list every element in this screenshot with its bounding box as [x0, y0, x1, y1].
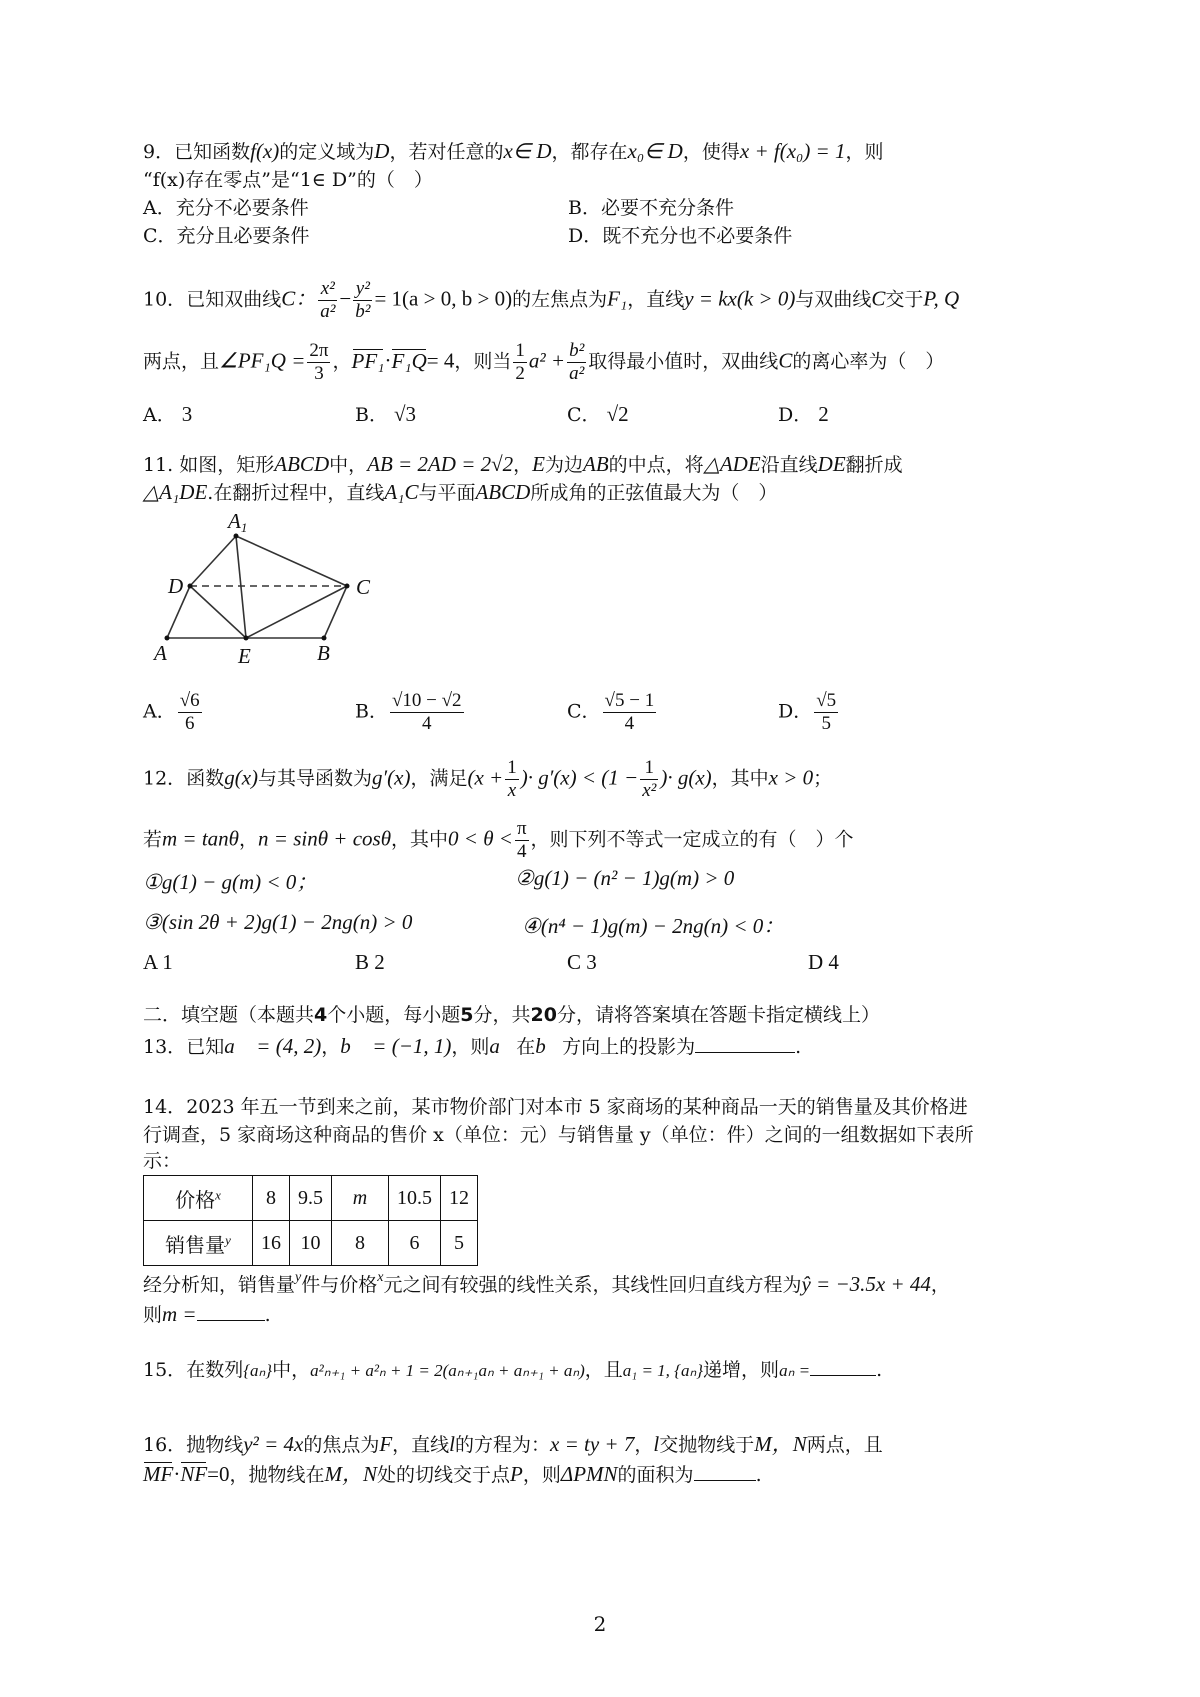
fraction — [814, 690, 838, 735]
math: ∠PF₁Q = — [219, 348, 306, 373]
vector: NF — [180, 1462, 208, 1486]
vector: PF₁ — [351, 348, 385, 373]
math: b⃗ — [535, 1034, 563, 1058]
q10-option-d — [778, 400, 829, 427]
q10-option-c — [567, 400, 629, 427]
math: F — [379, 1432, 393, 1456]
math: y = kx(k > 0) — [684, 286, 796, 311]
math: a² + — [528, 348, 566, 373]
answer-blank[interactable] — [197, 1302, 265, 1321]
edge-BC — [324, 586, 347, 638]
q12-statement-2: ②g(1) − (n² − 1)g(m) > 0 — [515, 866, 735, 890]
text: ， — [332, 350, 352, 373]
denominator: 4 — [624, 713, 635, 734]
folded-rectangle-figure — [140, 510, 410, 670]
numerator: √5 − 1 — [604, 690, 655, 711]
text: 处的切线交于点 — [377, 1464, 511, 1486]
table-cell: 8 — [332, 1221, 389, 1266]
text: ，其中 — [711, 767, 769, 790]
math: )· g′(x) < (1 − — [520, 765, 639, 790]
question-11-line-2 — [143, 478, 777, 505]
text: 在数列 — [186, 1359, 244, 1381]
math: F₁ — [607, 286, 628, 311]
math: DE — [817, 452, 846, 476]
option-text: √2 — [606, 402, 629, 426]
question-10-line-1 — [143, 278, 959, 323]
table-cell: 10 — [290, 1221, 332, 1266]
fraction — [390, 690, 464, 735]
text: 交于 — [885, 288, 924, 311]
denominator: 4 — [517, 841, 527, 862]
fraction — [513, 340, 527, 385]
denominator: 5 — [821, 713, 831, 734]
fraction — [640, 757, 658, 802]
question-14-after-table — [143, 1270, 950, 1297]
math: E — [532, 452, 545, 476]
question-12-line-2 — [143, 818, 854, 863]
numerator: 2π — [309, 340, 329, 361]
text: 递增，则 — [703, 1359, 780, 1381]
math: ΔPMN — [560, 1462, 618, 1486]
math: M，N — [754, 1432, 807, 1456]
math: = 4 — [426, 348, 455, 373]
text: 经分析知，销售量 — [143, 1274, 296, 1296]
option-label: D． — [778, 700, 813, 723]
numerator: √10 − √2 — [391, 690, 462, 711]
option-label: D． — [778, 404, 813, 426]
math: y — [295, 1270, 302, 1285]
option-label: C． — [143, 225, 177, 247]
math: a⃗ = (4, 2) — [224, 1034, 322, 1058]
question-number: 16． — [143, 1434, 187, 1456]
fraction — [567, 340, 586, 385]
text: ， — [239, 828, 259, 851]
math: m = — [162, 1302, 197, 1326]
question-13 — [143, 1032, 801, 1059]
option-label: D — [808, 950, 824, 974]
q12-statement-3: ③(sin 2θ + 2)g(1) − 2ng(n) > 0 — [143, 910, 413, 934]
table-cell: 10.5 — [389, 1176, 441, 1221]
q11-option-c — [567, 690, 658, 735]
text: 翻折成 — [845, 454, 903, 476]
option-label: B． — [355, 700, 388, 723]
text: 分，共 — [473, 1004, 531, 1026]
row-header — [144, 1221, 253, 1266]
numerator: 1 — [515, 340, 525, 361]
question-12-line-1 — [143, 757, 832, 802]
point-A — [165, 636, 170, 641]
label-B: B — [317, 641, 330, 665]
denominator: a² — [320, 301, 336, 322]
question-14-line-2: 行调查，5 家商场这种商品的售价 x（单位：元）与销售量 y（单位：件）之间的一组数据如下表所 — [143, 1124, 974, 1146]
question-10-line-2 — [143, 340, 944, 385]
option-label: D． — [568, 225, 603, 247]
math: ŷ = −3.5x + 44 — [801, 1272, 931, 1296]
text: 的焦点为 — [303, 1434, 380, 1456]
option-text: 3 — [586, 950, 597, 974]
answer-blank[interactable] — [694, 1462, 756, 1481]
q12-statement-4: ④(n⁴ − 1)g(m) − 2ng(n) < 0： — [522, 914, 785, 938]
text: ，则当 — [454, 350, 512, 373]
math: f(x) — [250, 139, 280, 163]
math: x = ty + 7 — [550, 1432, 635, 1456]
text: 若 — [143, 828, 163, 851]
text: 在 — [516, 1036, 536, 1058]
math: x + f(x₀) = 1 — [739, 139, 846, 163]
numerator: 1 — [640, 757, 658, 780]
table-row — [144, 1221, 478, 1266]
fraction — [307, 340, 330, 385]
math: AB — [583, 452, 609, 476]
edge-DE — [190, 586, 246, 638]
math: ABCD — [475, 480, 531, 504]
option-label: A． — [143, 700, 176, 723]
text: 件与价格 — [301, 1274, 378, 1296]
fraction — [178, 690, 202, 735]
option-text: 必要不充分条件 — [600, 197, 734, 219]
text: 二．填空题（本题共 — [143, 1004, 315, 1026]
point-E — [244, 636, 249, 641]
text: ， — [321, 1036, 341, 1058]
numerator: y² — [353, 278, 372, 301]
numerator: π — [516, 818, 527, 839]
question-9-line-1 — [143, 137, 884, 164]
denominator: 3 — [314, 363, 324, 384]
denominator: x² — [642, 780, 657, 801]
option-text: 2 — [374, 950, 385, 974]
edge-EC — [246, 586, 347, 638]
option-text: 既不充分也不必要条件 — [602, 225, 793, 247]
text: 方向上的投影为 — [562, 1036, 696, 1058]
text: ，抛物线在 — [229, 1464, 325, 1486]
question-number: 13． — [143, 1036, 187, 1058]
option-label: A． — [143, 197, 176, 219]
table-cell: m — [332, 1176, 389, 1221]
text: ，则 — [845, 141, 884, 163]
math: a⃗ — [489, 1034, 517, 1058]
math: =0 — [207, 1462, 230, 1486]
text: ，其中 — [391, 828, 449, 851]
text: 的方程为： — [455, 1434, 551, 1456]
text: 与平面 — [418, 482, 476, 504]
option-label: C — [567, 950, 582, 974]
math: △ADE — [703, 452, 761, 476]
math: n = sinθ + cosθ — [258, 826, 392, 851]
q12-option-a — [143, 950, 173, 975]
question-14-answer-line — [143, 1300, 271, 1327]
text: 的中点，将 — [608, 454, 704, 476]
option-label: C． — [567, 404, 601, 426]
count: 4 — [314, 1004, 328, 1026]
header-text: 销售量 — [165, 1234, 226, 1257]
text: 与双曲线 — [795, 288, 872, 311]
math: D — [374, 139, 390, 163]
text: 的面积为 — [617, 1464, 694, 1486]
q9-option-b — [568, 193, 734, 220]
q11-option-a — [143, 690, 204, 735]
math: l — [653, 1432, 660, 1456]
fraction — [603, 690, 657, 735]
math: A₁C — [384, 480, 419, 504]
text: 交抛物线于 — [659, 1434, 755, 1456]
text: ，且 — [584, 1359, 623, 1381]
table-cell: 5 — [441, 1221, 478, 1266]
denominator: 2 — [515, 363, 525, 384]
question-number: 10． — [143, 288, 187, 311]
text: . — [264, 1304, 271, 1326]
math: x — [377, 1270, 384, 1285]
text: .在翻折过程中，直线 — [207, 482, 385, 504]
numerator: x² — [318, 278, 337, 301]
q12-statement-1: ①g(1) − g(m) < 0； — [143, 870, 318, 894]
q10-option-a — [143, 400, 192, 427]
header-text: 价格 — [175, 1189, 216, 1212]
point-A1 — [234, 534, 239, 539]
q12-option-c — [567, 950, 597, 975]
math: ABCD — [274, 452, 330, 476]
math: P — [510, 1462, 523, 1486]
text: ，使得 — [682, 141, 740, 163]
page-number: 2 — [593, 1612, 607, 1636]
question-15 — [143, 1355, 882, 1382]
fraction — [353, 278, 372, 323]
label-A: A — [154, 641, 167, 665]
numerator: b² — [569, 340, 585, 361]
q9-option-c — [143, 221, 310, 248]
variable: y — [225, 1231, 231, 1247]
q10-option-b — [355, 400, 416, 427]
option-text: 4 — [828, 950, 839, 974]
fraction — [515, 818, 529, 863]
text: . — [795, 1036, 802, 1058]
math: x∈ D — [503, 139, 552, 163]
denominator: 4 — [422, 713, 432, 734]
table-cell: 12 — [441, 1176, 478, 1221]
vector: MF — [143, 1462, 174, 1486]
label-C: C — [356, 575, 371, 599]
option-text: 充分且必要条件 — [176, 225, 310, 247]
text: 的离心率为（ ） — [792, 350, 945, 373]
edge-A1E — [236, 536, 246, 638]
option-label: B． — [355, 404, 388, 426]
point-B — [322, 636, 327, 641]
math: − — [339, 286, 352, 311]
text: 的左焦点为 — [512, 288, 608, 311]
text: . — [876, 1359, 883, 1381]
question-number: 12． — [143, 767, 187, 790]
text: . — [755, 1464, 762, 1486]
math: y² = 4x — [243, 1432, 304, 1456]
math: )· g(x) — [660, 765, 712, 790]
row-header — [144, 1176, 253, 1221]
text: 两点，且 — [143, 350, 220, 373]
table-row — [144, 1176, 478, 1221]
math: {aₙ} — [243, 1361, 273, 1380]
question-9-line-2: “f(x)存在零点”是“1∈ D”的（ ） — [143, 169, 433, 191]
q11-option-d — [778, 690, 840, 735]
variable: x — [215, 1186, 221, 1202]
math: g′(x) — [372, 765, 411, 790]
question-16-line-1 — [143, 1428, 883, 1458]
text: 已知 — [186, 1036, 225, 1058]
math: C — [778, 348, 793, 373]
option-label: B — [355, 950, 370, 974]
math: (x + — [467, 765, 504, 790]
option-text: 充分不必要条件 — [175, 197, 309, 219]
text: ，直线 — [627, 288, 685, 311]
text: 所成角的正弦值最大为（ ） — [530, 482, 778, 504]
table-cell: 8 — [253, 1176, 290, 1221]
numerator: √5 — [816, 690, 837, 711]
math: △A₁DE — [143, 480, 208, 504]
option-text: 1 — [162, 950, 173, 974]
question-number: 15． — [143, 1359, 187, 1381]
question-14-line-1 — [143, 1092, 968, 1119]
math: · — [384, 348, 392, 373]
q12-option-d — [808, 950, 839, 975]
edge-A1C — [236, 536, 347, 586]
question-16-line-2: MF·NF=0，抛物线在M，N处的切线交于点P，则ΔPMN的面积为 . — [143, 1462, 762, 1486]
numerator: 1 — [507, 757, 517, 778]
text: 沿直线 — [760, 454, 818, 476]
fraction — [318, 278, 337, 323]
math: = 1(a > 0, b > 0) — [374, 286, 513, 311]
option-label: C． — [567, 700, 601, 723]
option-label: B． — [568, 197, 601, 219]
fraction — [505, 757, 519, 802]
denominator: 6 — [184, 713, 195, 734]
text: ，都存在 — [551, 141, 628, 163]
text: ， — [930, 1274, 950, 1296]
denominator: b² — [355, 301, 371, 322]
price-sales-table — [143, 1175, 478, 1266]
question-number: 14． — [143, 1096, 187, 1118]
math: C： — [281, 286, 317, 311]
point-D — [188, 584, 193, 589]
text: 抛物线 — [186, 1434, 244, 1456]
question-11-line-1 — [143, 450, 903, 477]
math: x > 0 — [768, 765, 814, 790]
text: 的定义域为 — [279, 141, 375, 163]
text: 取得最小值时，双曲线 — [588, 350, 779, 373]
q9-option-a — [143, 193, 309, 220]
table-cell: 9.5 — [290, 1176, 332, 1221]
option-label: A． — [143, 404, 176, 426]
math: b⃗ = (−1, 1) — [340, 1034, 452, 1058]
math: x₀∈ D — [627, 139, 683, 163]
question-number: 9． — [143, 141, 175, 163]
q9-option-d — [568, 221, 792, 248]
text: 分，请将答案填在答题卡指定横线上） — [556, 1004, 880, 1026]
math: a₁ = 1, {aₙ} — [622, 1361, 704, 1380]
math: P, Q — [923, 286, 960, 311]
score: 5 — [460, 1004, 474, 1026]
text: ，直线 — [392, 1434, 450, 1456]
point-C — [345, 584, 350, 589]
text: 已知双曲线 — [186, 288, 282, 311]
text: 与其导函数为 — [258, 767, 373, 790]
option-text: 3 — [181, 402, 193, 426]
table-cell: 6 — [389, 1221, 441, 1266]
option-text: 2 — [818, 402, 829, 426]
text: ，满足 — [410, 767, 468, 790]
math: a²ₙ₊₁ + a²ₙ + 1 = 2(aₙ₊₁aₙ + aₙ₊₁ + aₙ) — [310, 1361, 585, 1380]
text: 已知函数 — [174, 141, 251, 163]
edge-A1D — [190, 536, 236, 586]
text: ； — [813, 767, 833, 790]
text: ，则 — [451, 1036, 490, 1058]
question-14-line-3: 示： — [143, 1150, 182, 1172]
math: m = tanθ — [162, 826, 240, 851]
text: 函数 — [186, 767, 225, 790]
text: 个小题，每小题 — [327, 1004, 461, 1026]
text: 中， — [272, 1359, 311, 1381]
math: C — [871, 286, 886, 311]
text: 2023 年五一节到来之前，某市物价部门对本市 5 家商场的某种商品一天的销售量及其价格进 — [186, 1096, 968, 1118]
total-score: 20 — [530, 1004, 557, 1026]
text: ，则 — [522, 1464, 561, 1486]
option-label: A — [143, 950, 158, 974]
vector: F₁Q — [391, 348, 427, 373]
text: ，则下列不等式一定成立的有（ ）个 — [530, 828, 854, 851]
question-number: 11. — [143, 454, 174, 476]
math: l — [449, 1432, 456, 1456]
text: 为边 — [544, 454, 583, 476]
label-E: E — [238, 644, 251, 668]
q11-option-b — [355, 690, 466, 735]
numerator: √6 — [179, 690, 200, 711]
label-A1: A1 — [228, 510, 248, 535]
text: 元之间有较强的线性关系，其线性回归直线方程为 — [383, 1274, 802, 1296]
answer-blank[interactable] — [695, 1034, 795, 1053]
math: 0 < θ < — [448, 826, 513, 851]
table-cell: 16 — [253, 1221, 290, 1266]
text: ， — [513, 454, 533, 476]
denominator: x — [507, 780, 517, 801]
option-text: √3 — [394, 402, 417, 426]
math: M，N — [324, 1462, 378, 1486]
math: g(x) — [224, 765, 259, 790]
text: 中， — [329, 454, 368, 476]
text: 如图，矩形 — [179, 454, 275, 476]
text: 则 — [143, 1304, 163, 1326]
answer-blank[interactable] — [810, 1357, 876, 1376]
section-2-heading — [143, 1000, 880, 1027]
label-D: D — [168, 574, 184, 598]
q12-option-b — [355, 950, 385, 975]
text: 两点，且 — [806, 1434, 883, 1456]
denominator: a² — [569, 363, 585, 384]
math: aₙ = — [779, 1361, 811, 1380]
text: ， — [634, 1434, 654, 1456]
text: ，若对任意的 — [389, 141, 504, 163]
math: AB = 2AD = 2√2 — [367, 452, 514, 476]
